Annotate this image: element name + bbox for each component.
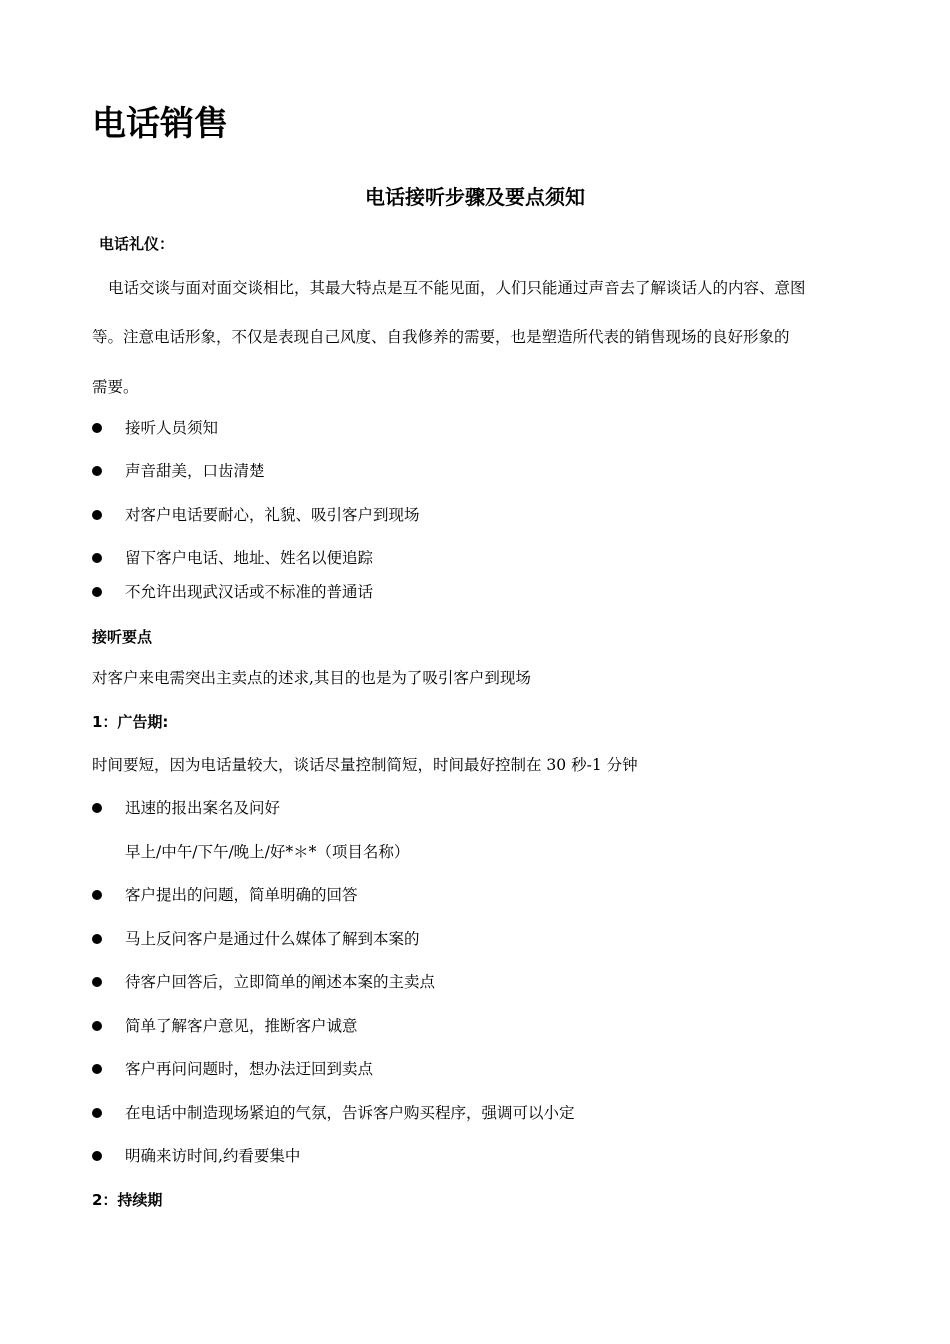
list-item: 接听人员须知	[125, 419, 219, 437]
list-item: 对客户电话要耐心，礼貌、吸引客户到现场	[125, 506, 420, 524]
etiquette-paragraph-line: 等。注意电话形象，不仅是表现自己风度、自我修养的需要，也是塑造所代表的销售现场的良好形象的	[92, 328, 790, 346]
list-item: 声音甜美，口齿清楚	[125, 462, 265, 480]
ad-period-heading: 1：广告期:	[92, 713, 169, 731]
etiquette-paragraph-line: 需要。	[92, 378, 139, 396]
bullet-icon	[92, 587, 102, 597]
bullet-icon	[92, 803, 102, 813]
document-subtitle: 电话接听步骤及要点须知	[365, 185, 585, 209]
greeting-line: 早上/中午/下午/晚上/好*＊*（项目名称）	[125, 843, 410, 861]
list-item: 留下客户电话、地址、姓名以便追踪	[125, 549, 374, 567]
list-item: 简单了解客户意见，推断客户诚意	[125, 1017, 358, 1035]
list-item: 待客户回答后，立即简单的阐述本案的主卖点	[125, 973, 436, 991]
ad-period-text: 时间要短，因为电话量较大，谈话尽量控制简短，时间最好控制在 30 秒-1 分钟	[92, 756, 638, 774]
etiquette-paragraph-line: 电话交谈与面对面交谈相比，其最大特点是互不能见面，人们只能通过声音去了解谈话人的内容、意图	[108, 279, 806, 297]
bullet-icon	[92, 553, 102, 563]
list-item: 在电话中制造现场紧迫的气氛，告诉客户购买程序，强调可以小定	[125, 1104, 575, 1122]
bullet-icon	[92, 1021, 102, 1031]
bullet-icon	[92, 423, 102, 433]
list-item: 客户提出的问题，简单明确的回答	[125, 886, 358, 904]
bullet-icon	[92, 1151, 102, 1161]
bullet-icon	[92, 977, 102, 987]
key-points-heading: 接听要点	[92, 628, 153, 646]
list-item: 客户再问问题时，想办法迂回到卖点	[125, 1060, 374, 1078]
list-item: 迅速的报出案名及问好	[125, 799, 281, 817]
key-points-text: 对客户来电需突出主卖点的述求,其目的也是为了吸引客户到现场	[92, 669, 531, 687]
bullet-icon	[92, 890, 102, 900]
bullet-icon	[92, 1108, 102, 1118]
continuous-period-heading: 2：持续期	[92, 1191, 163, 1209]
list-item: 明确来访时间,约看要集中	[125, 1147, 301, 1165]
bullet-icon	[92, 466, 102, 476]
document-title: 电话销售	[92, 104, 228, 144]
bullet-icon	[92, 510, 102, 520]
bullet-icon	[92, 934, 102, 944]
bullet-icon	[92, 1064, 102, 1074]
list-item: 马上反问客户是通过什么媒体了解到本案的	[125, 930, 420, 948]
list-item: 不允许出现武汉话或不标准的普通话	[125, 583, 374, 601]
etiquette-heading: 电话礼仪：	[99, 235, 175, 253]
